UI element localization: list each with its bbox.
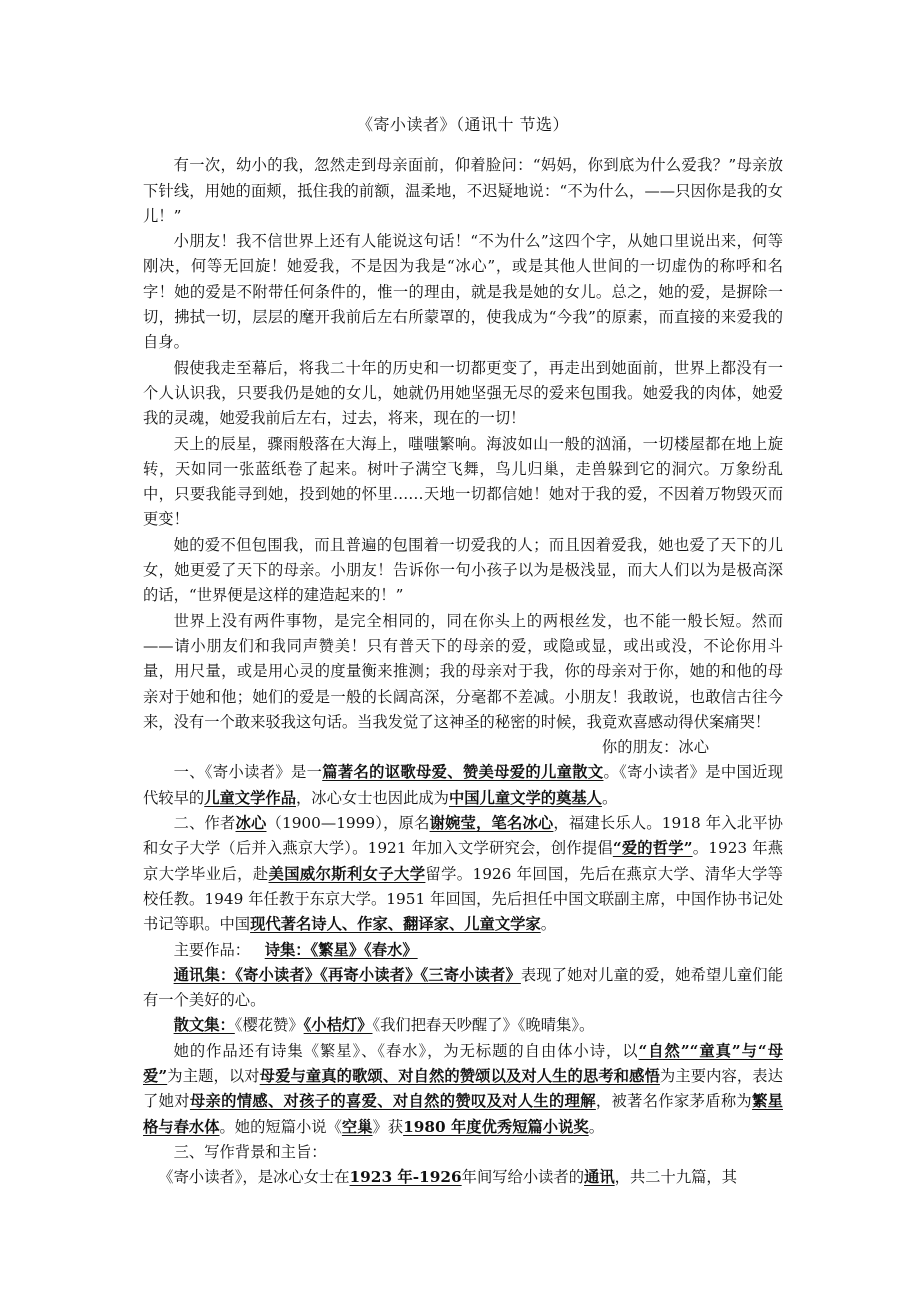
text-run: 二、作者 [173, 814, 236, 833]
key-point: 现代著名诗人、作家、翻译家、儿童文学家 [250, 915, 541, 934]
key-point: 母爱与童真的歌颂、对自然的赞颂以及对人生的思考和感悟 [259, 1066, 660, 1085]
section-3-heading: 三、写作背景和主旨： [173, 1142, 327, 1161]
document-title: 《寄小读者》（通讯十 节选） [356, 115, 570, 134]
text-run: 。 [601, 788, 618, 807]
text-run: 《寄小读者》，是冰心女士在 [158, 1168, 350, 1187]
letter-paragraph-3: 假使我走至幕后，将我二十年的历史和一切都更变了，再走出到她面前，世界上都没有一个人认识我，只要我仍是她的女儿，她就仍用她坚强无尽的爱来包围我。她爱我的肉体，她爱我的灵魂，她爱我前后左右，过去，将来，现在的一切！ [143, 358, 783, 428]
text-run: 为主题，以对 [167, 1066, 260, 1085]
key-point: 《小桔灯》 [303, 1016, 373, 1035]
text-run: ，被著名作家茅盾称为 [595, 1092, 753, 1111]
key-point: 谢婉莹，笔名冰心 [429, 814, 554, 833]
text-run: 《樱花赞》 [234, 1016, 304, 1035]
document-page [143, 112, 783, 1190]
text-run: 《我们把春天吵醒了》《晚晴集》。 [372, 1016, 595, 1035]
works-label: 主要作品： [173, 940, 251, 959]
text-run: 。她的短篇小说《 [219, 1117, 342, 1136]
text-run: 留学。1926 年回国，先后在燕京大学、清华大学等校任教。1949 年任教于东京大学。1951 年回国，先后担任中国文联副主席，中国作协书记处书记等职。中国 [143, 864, 783, 934]
letter-paragraph-1: 有一次，幼小的我，忽然走到母亲面前，仰着脸问：“妈妈，你到底为什么爱我？”母亲放下针线，用她的面颊，抵住我的前额，温柔地，不迟疑地说：“不为什么，——只因你是我的女儿！” [143, 156, 783, 225]
text-run: ，共二十九篇，其 [614, 1168, 738, 1187]
key-point: 1980 年度优秀短篇小说奖 [403, 1117, 589, 1136]
text-run: 。1923 年燕京大学毕业后，赴 [143, 839, 783, 883]
letter-paragraph-4: 天上的辰星，骤雨般落在大海上，嗤嗤繁响。海波如山一般的汹涌，一切楼屋都在地上旋转，天如同一张蓝纸卷了起来。树叶子满空飞舞，鸟儿归巢，走兽躲到它的洞穴。万象纷乱中，只要我能寻到她，投到她的怀里……天地一切都信她！她对于我的爱，不因着万物毁灭而更变！ [143, 434, 783, 529]
text-run: 为主要内容，表达了她对 [143, 1066, 783, 1111]
key-point: 母亲的情感、对孩子的喜爱、对自然的赞叹及对人生的理解 [189, 1092, 596, 1111]
note-section-2 [143, 811, 783, 937]
works-letters-title: 通讯集：《寄小读者》《再寄小读者》《三寄小读者》 [173, 965, 521, 984]
text-run: （1900—1999），原名 [266, 814, 430, 833]
text-run: 年间写给小读者的 [461, 1168, 585, 1187]
letter-paragraph-2: 小朋友！我不信世界上还有人能说这句话！“不为什么”这四个字，从她口里说出来，何等刚决，何等无回旋！她爱我，不是因为我是“冰心”，或是其他人世间的一切虚伪的称呼和名字！她的爱是不附带任何条件的，惟一的理由，就是我是她的女儿。总之，她的爱，是摒除一切，拂拭一切，层层的麾开我前后左右所蒙罩的，使我成为“今我”的原素，而直接的来爱我的自身。 [143, 232, 783, 352]
key-point: 繁星格与春水体 [143, 1092, 783, 1136]
key-point: 美国威尔斯利女子大学 [268, 864, 426, 883]
works-line [143, 938, 783, 963]
key-point: 冰心 [235, 814, 267, 833]
key-point: 通讯 [584, 1168, 615, 1187]
works-poems: 诗集：《繁星》《春水》 [264, 940, 418, 959]
note-section-3 [143, 1165, 783, 1190]
text-run: ，福建长乐人。1918 年入北平协和女子大学（后并入燕京大学）。1921 年加入文学研究会，创作提倡 [143, 814, 783, 858]
key-point: “自然”“童真”与“母爱” [143, 1041, 783, 1085]
letter-signature: 你的朋友：冰心 [601, 738, 709, 757]
note-section-poetry [143, 1039, 783, 1140]
text-run: 她的作品还有诗集《繁星》、《春水》，为无标题的自由体小诗，以 [173, 1041, 639, 1060]
works-letters [143, 963, 783, 1014]
text-run: 》获 [372, 1117, 404, 1136]
key-point: 1923 年-1926 [349, 1168, 462, 1187]
text-run: ，冰心女士也因此成为 [296, 788, 449, 807]
works-prose [143, 1013, 783, 1038]
text-run: 一、《寄小读者》是一 [173, 763, 323, 782]
key-point: “爱的哲学” [612, 839, 693, 858]
letter-paragraph-6: 世界上没有两件事物，是完全相同的，同在你头上的两根丝发，也不能一般长短。然而——请小朋友们和我同声赞美！只有普天下的母亲的爱，或隐或显，或出或没，不论你用斗量，用尺量，或是用心灵的度量衡来推测；我的母亲对于我，你的母亲对于你，她的和他的母亲对于她和他；她们的爱是一般的长阔高深，分毫都不差减。小朋友！我敢说，也敢信古往今来，没有一个敢来驳我这句话。当我发觉了这神圣的秘密的时候，我竟欢喜感动得伏案痛哭！ [143, 611, 783, 731]
text-run: 表现了她对儿童的爱，她希望儿童们能有一个美好的心。 [143, 965, 783, 1010]
key-point: 篇著名的讴歌母爱、赞美母爱的儿童散文 [322, 763, 604, 782]
note-section-1 [143, 760, 783, 811]
text-run: 。 [588, 1117, 604, 1136]
key-point: 儿童文学作品 [204, 788, 296, 807]
letter-paragraph-5: 她的爱不但包围我，而且普遍的包围着一切爱我的人；而且因着爱我，她也爱了天下的儿女，她更爱了天下的母亲。小朋友！告诉你一句小孩子以为是极浅显，而大人们以为是极高深的话，“世界便是这样的建造起来的！” [143, 535, 783, 605]
text-run: 。 [540, 915, 557, 934]
works-prose-label: 散文集： [173, 1016, 235, 1035]
key-point: 空巢 [341, 1117, 373, 1136]
text-run: 。《寄小读者》是中国近现代较早的 [143, 763, 783, 807]
key-point: 中国儿童文学的奠基人 [448, 788, 602, 807]
